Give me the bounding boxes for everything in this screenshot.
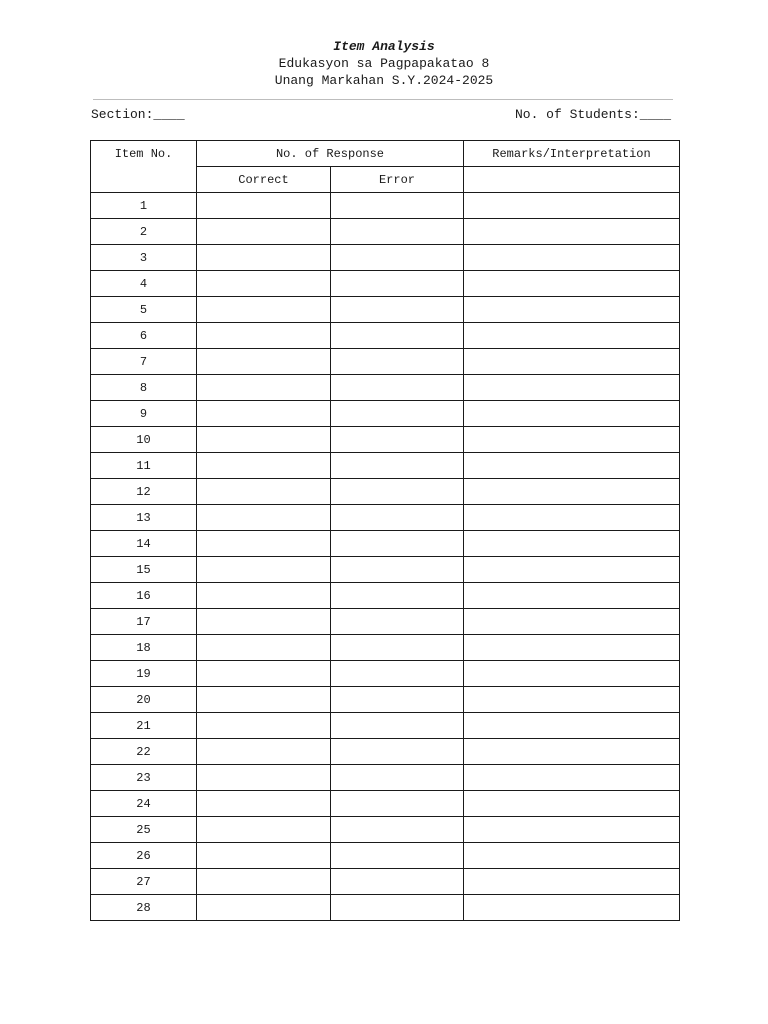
table-row (91, 323, 680, 349)
item-number-cell: 26 (91, 843, 197, 869)
table-row (91, 583, 680, 609)
correct-cell (197, 557, 331, 583)
remarks-cell (464, 271, 680, 297)
item-number-cell: 5 (91, 297, 197, 323)
remarks-cell (464, 583, 680, 609)
error-cell (331, 869, 464, 895)
item-number-cell: 9 (91, 401, 197, 427)
correct-cell (197, 661, 331, 687)
correct-cell (197, 453, 331, 479)
remarks-cell (464, 453, 680, 479)
item-number-cell: 10 (91, 427, 197, 453)
error-cell (331, 557, 464, 583)
table-row (91, 609, 680, 635)
remarks-cell (464, 219, 680, 245)
table-row (91, 401, 680, 427)
error-cell (331, 193, 464, 219)
remarks-cell (464, 817, 680, 843)
remarks-cell (464, 375, 680, 401)
item-number-cell: 3 (91, 245, 197, 271)
remarks-cell (464, 505, 680, 531)
correct-cell (197, 817, 331, 843)
correct-cell (197, 297, 331, 323)
item-number-cell: 13 (91, 505, 197, 531)
correct-cell (197, 505, 331, 531)
error-cell (331, 479, 464, 505)
correct-cell (197, 739, 331, 765)
correct-cell (197, 791, 331, 817)
correct-cell (197, 531, 331, 557)
meta-line (91, 106, 671, 124)
error-cell (331, 765, 464, 791)
error-cell (331, 297, 464, 323)
correct-cell (197, 687, 331, 713)
remarks-cell (464, 245, 680, 271)
table-row (91, 713, 680, 739)
error-cell (331, 635, 464, 661)
correct-cell (197, 635, 331, 661)
remarks-cell (464, 609, 680, 635)
item-number-cell: 28 (91, 895, 197, 921)
remarks-cell (464, 635, 680, 661)
correct-cell (197, 583, 331, 609)
error-cell (331, 687, 464, 713)
remarks-cell (464, 765, 680, 791)
correct-cell (197, 323, 331, 349)
item-number-cell: 8 (91, 375, 197, 401)
table-row (91, 505, 680, 531)
remarks-cell (464, 843, 680, 869)
error-cell (331, 271, 464, 297)
table-row (91, 219, 680, 245)
table-row (91, 453, 680, 479)
table-row (91, 869, 680, 895)
error-cell (331, 401, 464, 427)
error-cell (331, 739, 464, 765)
header-item-no: Item No. (91, 141, 197, 193)
error-cell (331, 375, 464, 401)
table-row (91, 349, 680, 375)
remarks-cell (464, 531, 680, 557)
remarks-cell (464, 869, 680, 895)
correct-cell (197, 713, 331, 739)
table-row (91, 817, 680, 843)
item-number-cell: 1 (91, 193, 197, 219)
document-title: Item Analysis (333, 39, 435, 54)
item-number-cell: 17 (91, 609, 197, 635)
error-cell (331, 583, 464, 609)
remarks-cell (464, 791, 680, 817)
item-number-cell: 22 (91, 739, 197, 765)
item-number-cell: 7 (91, 349, 197, 375)
error-cell (331, 609, 464, 635)
remarks-cell (464, 349, 680, 375)
table-row (91, 245, 680, 271)
remarks-cell (464, 479, 680, 505)
remarks-cell (464, 427, 680, 453)
table-row (91, 895, 680, 921)
remarks-cell (464, 713, 680, 739)
item-number-cell: 11 (91, 453, 197, 479)
header-no-of-response: No. of Response (197, 141, 464, 167)
item-number-cell: 4 (91, 271, 197, 297)
error-cell (331, 531, 464, 557)
header-divider (93, 99, 673, 100)
error-cell (331, 219, 464, 245)
error-cell (331, 427, 464, 453)
correct-cell (197, 401, 331, 427)
remarks-cell (464, 323, 680, 349)
correct-cell (197, 375, 331, 401)
item-number-cell: 18 (91, 635, 197, 661)
table-row (91, 687, 680, 713)
table-row (91, 193, 680, 219)
item-analysis-table (90, 140, 680, 921)
table-row (91, 297, 680, 323)
correct-cell (197, 895, 331, 921)
error-cell (331, 817, 464, 843)
correct-cell (197, 765, 331, 791)
table-header-row (91, 141, 680, 167)
table-row (91, 791, 680, 817)
document-header (0, 38, 768, 89)
error-cell (331, 713, 464, 739)
error-cell (331, 791, 464, 817)
remarks-cell (464, 739, 680, 765)
item-number-cell: 24 (91, 791, 197, 817)
remarks-cell (464, 297, 680, 323)
error-cell (331, 505, 464, 531)
item-number-cell: 21 (91, 713, 197, 739)
section-field: Section:____ (91, 107, 185, 122)
error-cell (331, 245, 464, 271)
document-term: Unang Markahan S.Y.2024-2025 (274, 73, 494, 88)
correct-cell (197, 843, 331, 869)
remarks-cell (464, 193, 680, 219)
header-remarks: Remarks/Interpretation (464, 141, 680, 167)
item-number-cell: 2 (91, 219, 197, 245)
header-correct: Correct (197, 167, 331, 193)
table-row (91, 661, 680, 687)
remarks-cell (464, 687, 680, 713)
table-row (91, 531, 680, 557)
document-subject: Edukasyon sa Pagpapakatao 8 (278, 56, 490, 71)
table-row (91, 739, 680, 765)
remarks-cell (464, 661, 680, 687)
remarks-cell (464, 401, 680, 427)
header-remarks-blank (464, 167, 680, 193)
item-number-cell: 15 (91, 557, 197, 583)
item-number-cell: 25 (91, 817, 197, 843)
item-number-cell: 14 (91, 531, 197, 557)
header-error: Error (331, 167, 464, 193)
item-number-cell: 6 (91, 323, 197, 349)
correct-cell (197, 609, 331, 635)
correct-cell (197, 349, 331, 375)
correct-cell (197, 219, 331, 245)
students-field: No. of Students:____ (514, 107, 671, 122)
error-cell (331, 323, 464, 349)
correct-cell (197, 479, 331, 505)
correct-cell (197, 869, 331, 895)
table-row (91, 843, 680, 869)
item-number-cell: 27 (91, 869, 197, 895)
item-number-cell: 19 (91, 661, 197, 687)
table-row (91, 557, 680, 583)
table-row (91, 765, 680, 791)
table-row (91, 479, 680, 505)
correct-cell (197, 193, 331, 219)
table-row (91, 375, 680, 401)
error-cell (331, 843, 464, 869)
correct-cell (197, 427, 331, 453)
error-cell (331, 895, 464, 921)
error-cell (331, 661, 464, 687)
table-row (91, 271, 680, 297)
correct-cell (197, 245, 331, 271)
remarks-cell (464, 895, 680, 921)
remarks-cell (464, 557, 680, 583)
table-row (91, 635, 680, 661)
item-number-cell: 20 (91, 687, 197, 713)
correct-cell (197, 271, 331, 297)
error-cell (331, 349, 464, 375)
item-number-cell: 12 (91, 479, 197, 505)
item-number-cell: 23 (91, 765, 197, 791)
table-row (91, 427, 680, 453)
error-cell (331, 453, 464, 479)
item-number-cell: 16 (91, 583, 197, 609)
